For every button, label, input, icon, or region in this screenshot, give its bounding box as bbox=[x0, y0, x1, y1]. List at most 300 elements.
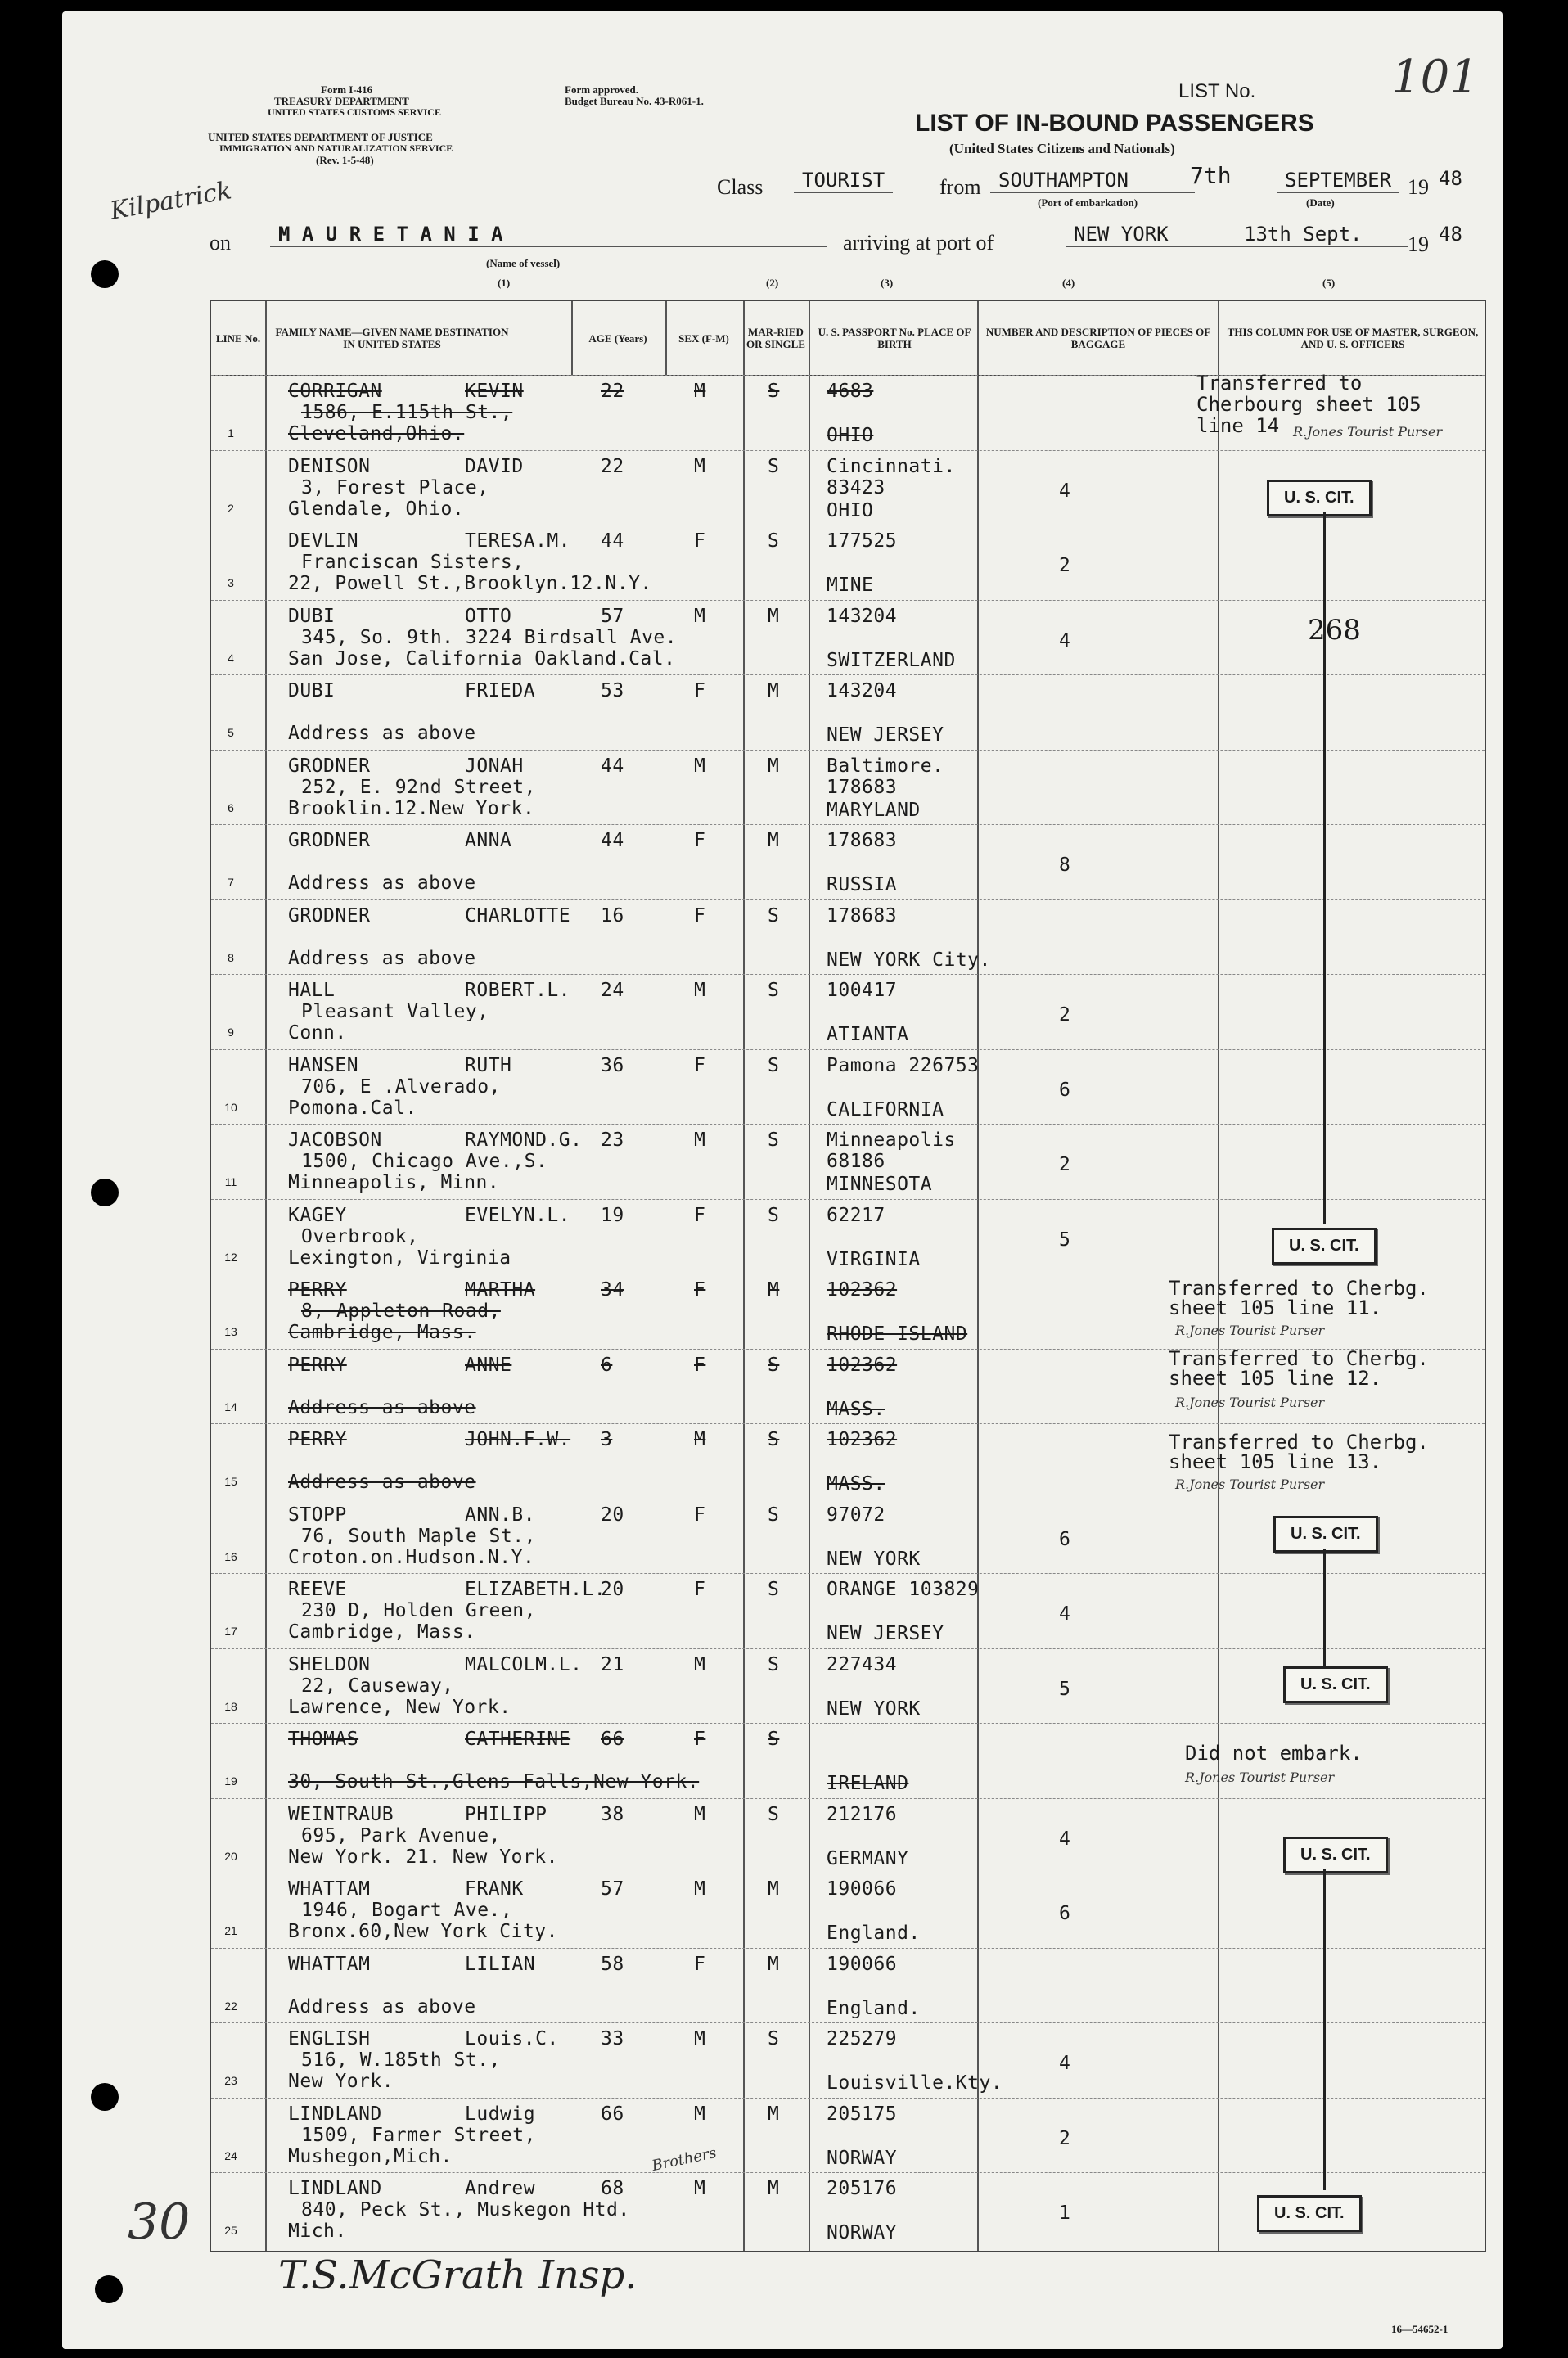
address-line-2: Cleveland,Ohio. bbox=[288, 423, 465, 444]
line-number: 10 bbox=[224, 1100, 237, 1114]
list-title: LIST OF IN-BOUND PASSENGERS bbox=[915, 110, 1314, 137]
address-line-2: Address as above bbox=[288, 872, 476, 894]
marital-status: M bbox=[768, 2103, 780, 2125]
age: 38 bbox=[601, 1803, 624, 1825]
table-row bbox=[211, 1573, 1485, 1649]
given-name: TERESA.M. bbox=[465, 530, 571, 552]
sex: F bbox=[694, 1729, 706, 1750]
col-number-4: (4) bbox=[1062, 277, 1075, 289]
passport-number: 190066 bbox=[827, 1878, 898, 1900]
given-name: ROBERT.L. bbox=[465, 980, 571, 1001]
address-line-2: Brooklin.12.New York. bbox=[288, 797, 535, 819]
place-of-birth: OHIO bbox=[827, 425, 874, 446]
baggage-count: 2 bbox=[1059, 1004, 1071, 1026]
age: 3 bbox=[601, 1429, 613, 1450]
passport-number: 178683 bbox=[827, 904, 898, 927]
sex: F bbox=[694, 830, 706, 851]
header-age: AGE (Years) bbox=[588, 331, 647, 345]
officer-number-268: 268 bbox=[1308, 614, 1361, 647]
us-cit-stamp: U. S. CIT. bbox=[1267, 480, 1372, 516]
marital-status: S bbox=[768, 1579, 780, 1600]
age: 36 bbox=[601, 1054, 624, 1076]
passenger-table bbox=[210, 300, 1486, 2252]
purser-signature: R.Jones Tourist Purser bbox=[1175, 1395, 1325, 1410]
given-name: RAYMOND.G. bbox=[465, 1129, 583, 1151]
address-line-2: New York. 21. New York. bbox=[288, 1846, 558, 1868]
marital-status: S bbox=[768, 455, 780, 477]
family-name: GRODNER bbox=[288, 755, 371, 777]
address-line-2: Address as above bbox=[288, 947, 476, 969]
place-of-birth: NEW JERSEY bbox=[827, 724, 944, 746]
revision: (Rev. 1-5-48) bbox=[316, 154, 374, 166]
family-name: DEVLIN bbox=[288, 530, 359, 552]
address-line-2: Bronx.60,New York City. bbox=[288, 1921, 558, 1942]
address-line-2: Mich. bbox=[288, 2220, 347, 2242]
margin-note: Kilpatrick bbox=[108, 176, 234, 226]
given-name: CATHERINE bbox=[465, 1729, 571, 1750]
table-row bbox=[211, 750, 1485, 826]
place-of-birth: ATIANTA bbox=[827, 1024, 909, 1045]
family-name: REEVE bbox=[288, 1579, 347, 1600]
punch-hole bbox=[91, 1179, 119, 1206]
line-number: 20 bbox=[224, 1849, 237, 1863]
given-name: KEVIN bbox=[465, 381, 524, 402]
address-line-2: Address as above bbox=[288, 1396, 476, 1418]
baggage-count: 4 bbox=[1059, 2053, 1071, 2074]
marital-status: S bbox=[768, 1204, 780, 1226]
header-sex: SEX (F-M) bbox=[678, 331, 729, 345]
table-row bbox=[211, 600, 1485, 676]
line-number: 23 bbox=[224, 2074, 237, 2087]
margin-number: 30 bbox=[128, 2193, 191, 2251]
given-name: RUTH bbox=[465, 1054, 512, 1076]
us-cit-stamp: U. S. CIT. bbox=[1283, 1837, 1388, 1873]
age: 44 bbox=[601, 755, 624, 777]
marital-status: M bbox=[768, 680, 780, 701]
col-number-1: (1) bbox=[498, 277, 511, 289]
given-name: JONAH bbox=[465, 755, 524, 777]
baggage-count: 1 bbox=[1059, 2202, 1071, 2224]
vessel-name: M A U R E T A N I A bbox=[270, 223, 827, 247]
place-of-birth: MINNESOTA bbox=[827, 1174, 933, 1195]
treasury-dept: TREASURY DEPARTMENT bbox=[274, 95, 409, 107]
sex: M bbox=[694, 980, 706, 1001]
address-line-1: 516, W.185th St., bbox=[301, 2049, 501, 2071]
passport-number: Baltimore. 178683 bbox=[827, 755, 944, 798]
given-name: PHILIPP bbox=[465, 1803, 547, 1825]
age: 6 bbox=[601, 1354, 613, 1376]
address-line-1: 22, Causeway, bbox=[301, 1675, 454, 1697]
officer-note-5-line-1: Did not embark. bbox=[1185, 1742, 1363, 1765]
marital-status: S bbox=[768, 1429, 780, 1450]
sex: F bbox=[694, 1279, 706, 1301]
class-label: Class bbox=[717, 175, 764, 199]
place-of-birth: NEW YORK City. bbox=[827, 949, 991, 971]
table-row bbox=[211, 1873, 1485, 1949]
sex: F bbox=[694, 1579, 706, 1600]
baggage-count: 4 bbox=[1059, 480, 1071, 502]
address-line-1: 345, So. 9th. 3224 Birdsall Ave. bbox=[301, 626, 678, 648]
baggage-count: 6 bbox=[1059, 1528, 1071, 1550]
baggage-count: 4 bbox=[1059, 1828, 1071, 1850]
sex: M bbox=[694, 381, 706, 402]
stamp-bracket-line bbox=[1323, 1869, 1326, 2190]
page-number: 101 bbox=[1391, 51, 1479, 104]
class-value: TOURIST bbox=[794, 169, 893, 193]
address-line-2: Conn. bbox=[288, 1022, 347, 1044]
address-line-1: 76, South Maple St., bbox=[301, 1525, 536, 1547]
age: 19 bbox=[601, 1204, 624, 1226]
line-number: 15 bbox=[224, 1475, 237, 1488]
passport-number: Cincinnati. 83423 bbox=[827, 455, 956, 498]
given-name: ANNA bbox=[465, 830, 512, 851]
family-name: PERRY bbox=[288, 1279, 347, 1301]
family-name: HALL bbox=[288, 980, 336, 1001]
table-row bbox=[211, 974, 1485, 1050]
place-of-birth: MARYLAND bbox=[827, 799, 921, 821]
passport-number: 143204 bbox=[827, 605, 898, 627]
sex: M bbox=[694, 2028, 706, 2049]
baggage-count: 4 bbox=[1059, 1603, 1071, 1625]
header-name: FAMILY NAME—GIVEN NAME DESTINATION IN UNITED STATES bbox=[275, 326, 509, 350]
family-name: ENGLISH bbox=[288, 2028, 371, 2049]
age: 58 bbox=[601, 1953, 624, 1975]
place-of-birth: VIRGINIA bbox=[827, 1248, 921, 1270]
age: 22 bbox=[601, 455, 624, 477]
passport-number: 177525 bbox=[827, 530, 898, 552]
vessel-caption: (Name of vessel) bbox=[486, 257, 561, 269]
family-name: LINDLAND bbox=[288, 2103, 382, 2125]
line-number: 4 bbox=[228, 651, 234, 665]
age: 16 bbox=[601, 904, 624, 927]
purser-signature: R.Jones Tourist Purser bbox=[1185, 1770, 1335, 1785]
officer-note-1-line-2: Cherbourg sheet 105 bbox=[1196, 393, 1422, 416]
address-line-1: 695, Park Avenue, bbox=[301, 1824, 501, 1846]
address-line-1: 3, Forest Place, bbox=[301, 476, 489, 498]
officer-note-2-line-2: sheet 105 line 11. bbox=[1169, 1296, 1382, 1319]
passport-number: 102362 bbox=[827, 1429, 898, 1450]
family-name: SHELDON bbox=[288, 1653, 371, 1675]
place-of-birth: NEW YORK bbox=[827, 1548, 921, 1570]
stamp-bracket-line bbox=[1323, 1549, 1326, 1668]
punch-hole bbox=[91, 260, 119, 288]
purser-signature: R.Jones Tourist Purser bbox=[1175, 1323, 1325, 1338]
embark-month: SEPTEMBER bbox=[1277, 169, 1399, 193]
line-number: 1 bbox=[228, 426, 234, 440]
table-row bbox=[211, 674, 1485, 751]
address-line-1: 1500, Chicago Ave.,S. bbox=[301, 1151, 548, 1172]
age: 20 bbox=[601, 1504, 624, 1526]
baggage-count: 6 bbox=[1059, 1903, 1071, 1924]
table-row bbox=[211, 2022, 1485, 2099]
baggage-count: 5 bbox=[1059, 1229, 1071, 1251]
arrival-port: NEW YORK bbox=[1066, 223, 1246, 247]
sex: M bbox=[694, 1878, 706, 1900]
age: 23 bbox=[601, 1129, 624, 1151]
marital-status: S bbox=[768, 904, 780, 927]
line-number: 13 bbox=[224, 1325, 237, 1338]
embark-port: SOUTHAMPTON bbox=[990, 169, 1195, 193]
table-row bbox=[211, 824, 1485, 900]
place-of-birth: GERMANY bbox=[827, 1847, 909, 1869]
marital-status: M bbox=[768, 605, 780, 627]
line-number: 11 bbox=[224, 1175, 237, 1188]
baggage-count: 2 bbox=[1059, 555, 1071, 576]
passport-number: 97072 bbox=[827, 1504, 885, 1526]
line-number: 21 bbox=[224, 1924, 237, 1937]
table-row bbox=[211, 1948, 1485, 2024]
line-number: 5 bbox=[228, 726, 234, 739]
sex: M bbox=[694, 1129, 706, 1151]
purser-signature: R.Jones Tourist Purser bbox=[1175, 1477, 1325, 1492]
family-name: CORRIGAN bbox=[288, 381, 382, 402]
address-line-1: 1946, Bogart Ave., bbox=[301, 1900, 513, 1921]
sex: F bbox=[694, 530, 706, 552]
marital-status: M bbox=[768, 830, 780, 851]
officer-note-1-line-1: Transferred to bbox=[1196, 372, 1363, 395]
age: 68 bbox=[601, 2178, 624, 2199]
header-baggage: NUMBER AND DESCRIPTION OF PIECES OF BAGGAGE bbox=[985, 326, 1211, 350]
line-number: 12 bbox=[224, 1250, 237, 1264]
place-of-birth: NORWAY bbox=[827, 2222, 898, 2243]
col-number-5: (5) bbox=[1322, 277, 1336, 289]
sex: F bbox=[694, 1354, 706, 1376]
arrival-date: 13th Sept. bbox=[1236, 223, 1408, 247]
form-approved: Form approved. bbox=[565, 83, 639, 96]
family-name: JACOBSON bbox=[288, 1129, 382, 1151]
passport-number: 225279 bbox=[827, 2028, 898, 2049]
marital-status: S bbox=[768, 1803, 780, 1825]
sex: F bbox=[694, 1953, 706, 1975]
sex: F bbox=[694, 680, 706, 701]
marital-status: M bbox=[768, 1878, 780, 1900]
address-line-2: Address as above bbox=[288, 1472, 476, 1493]
family-name: PERRY bbox=[288, 1429, 347, 1450]
age: 21 bbox=[601, 1653, 624, 1675]
address-line-1: 230 D, Holden Green, bbox=[301, 1600, 536, 1621]
age: 44 bbox=[601, 530, 624, 552]
list-no-label: LIST No. bbox=[1178, 80, 1256, 102]
officer-note-4-line-2: sheet 105 line 13. bbox=[1169, 1450, 1382, 1473]
from-label: from bbox=[939, 175, 981, 199]
address-line-1: Pleasant Valley, bbox=[301, 1001, 489, 1022]
sex: M bbox=[694, 755, 706, 777]
address-line-1: 252, E. 92nd Street, bbox=[301, 776, 536, 798]
us-cit-stamp: U. S. CIT. bbox=[1283, 1666, 1388, 1703]
given-name: OTTO bbox=[465, 605, 512, 627]
given-name: LILIAN bbox=[465, 1953, 536, 1975]
place-of-birth: SWITZERLAND bbox=[827, 649, 956, 671]
family-name: KAGEY bbox=[288, 1204, 347, 1226]
place-of-birth: MASS. bbox=[827, 1473, 885, 1495]
form-code: 16—54652-1 bbox=[1391, 2323, 1449, 2335]
family-name: STOPP bbox=[288, 1504, 347, 1526]
marital-status: S bbox=[768, 1129, 780, 1151]
embark-year: 48 bbox=[1439, 167, 1462, 190]
header-married: MAR-RIED OR SINGLE bbox=[746, 326, 805, 350]
given-name: MALCOLM.L. bbox=[465, 1653, 583, 1675]
address-line-1: Franciscan Sisters, bbox=[301, 552, 525, 573]
form-number: Form I-416 bbox=[321, 83, 373, 96]
line-number: 8 bbox=[228, 950, 234, 964]
family-name: DENISON bbox=[288, 455, 371, 477]
address-line-2: Lexington, Virginia bbox=[288, 1247, 511, 1269]
marital-status: S bbox=[768, 530, 780, 552]
arrival-year-prefix: 19 bbox=[1408, 232, 1429, 256]
us-cit-stamp: U. S. CIT. bbox=[1272, 1228, 1377, 1265]
col-number-2: (2) bbox=[766, 277, 779, 289]
passport-number: Minneapolis 68186 bbox=[827, 1129, 956, 1172]
officer-note-1-line-3: line 14 bbox=[1196, 414, 1280, 437]
address-line-1: 840, Peck St., Muskegon Htd. bbox=[301, 2199, 630, 2220]
address-line-2: Mushegon,Mich. bbox=[288, 2145, 453, 2167]
passport-number: 62217 bbox=[827, 1204, 885, 1226]
passport-number: ORANGE 103829 bbox=[827, 1579, 980, 1600]
officer-note-4-line-1: Transferred to Cherbg. bbox=[1169, 1431, 1429, 1454]
budget-bureau: Budget Bureau No. 43-R061-1. bbox=[565, 95, 704, 107]
passport-number: 178683 bbox=[827, 830, 898, 851]
place-of-birth: MINE bbox=[827, 575, 874, 596]
header-officers: THIS COLUMN FOR USE OF MASTER, SURGEON, AND U. S. OFFICERS bbox=[1227, 326, 1479, 350]
line-number: 6 bbox=[228, 800, 234, 814]
marital-status: S bbox=[768, 1729, 780, 1750]
brothers-note: Brothers bbox=[650, 2144, 719, 2175]
passport-number: 100417 bbox=[827, 980, 898, 1001]
marital-status: S bbox=[768, 381, 780, 402]
ins-service: IMMIGRATION AND NATURALIZATION SERVICE bbox=[219, 142, 453, 154]
place-of-birth: IRELAND bbox=[827, 1773, 909, 1794]
line-number: 3 bbox=[228, 576, 234, 589]
embark-day: 7th bbox=[1190, 162, 1232, 189]
line-number: 25 bbox=[224, 2224, 237, 2237]
passport-number: 4683 bbox=[827, 381, 874, 402]
given-name: Louis.C. bbox=[465, 2028, 559, 2049]
line-number: 18 bbox=[224, 1699, 237, 1713]
place-of-birth: England. bbox=[827, 1997, 921, 2019]
family-name: DUBI bbox=[288, 680, 336, 701]
address-line-2: 22, Powell St.,Brooklyn.12.N.Y. bbox=[288, 573, 652, 594]
family-name: THOMAS bbox=[288, 1729, 359, 1750]
family-name: PERRY bbox=[288, 1354, 347, 1376]
line-number: 14 bbox=[224, 1400, 237, 1413]
sex: F bbox=[694, 904, 706, 927]
purser-signature: R.Jones Tourist Purser bbox=[1293, 424, 1443, 440]
passport-number: 212176 bbox=[827, 1803, 898, 1825]
header-line-no: LINE No. bbox=[215, 331, 261, 345]
header-passport: U. S. PASSPORT No. PLACE OF BIRTH bbox=[818, 326, 971, 350]
age: 33 bbox=[601, 2028, 624, 2049]
sex: M bbox=[694, 455, 706, 477]
address-line-2: 30, South St.,Glens Falls,New York. bbox=[288, 1771, 700, 1792]
passport-number: Pamona 226753 bbox=[827, 1054, 980, 1076]
table-row bbox=[211, 1049, 1485, 1125]
justice-dept: UNITED STATES DEPARTMENT OF JUSTICE bbox=[208, 131, 433, 143]
passport-number: 190066 bbox=[827, 1953, 898, 1975]
family-name: LINDLAND bbox=[288, 2178, 382, 2199]
age: 66 bbox=[601, 1729, 624, 1750]
line-number: 17 bbox=[224, 1625, 237, 1638]
sex: M bbox=[694, 1803, 706, 1825]
marital-status: M bbox=[768, 1279, 780, 1301]
marital-status: S bbox=[768, 1354, 780, 1376]
address-line-2: Glendale, Ohio. bbox=[288, 498, 465, 520]
table-row bbox=[211, 2098, 1485, 2174]
family-name: WHATTAM bbox=[288, 1953, 371, 1975]
place-of-birth: England. bbox=[827, 1923, 921, 1944]
place-of-birth: MASS. bbox=[827, 1398, 885, 1420]
family-name: GRODNER bbox=[288, 904, 371, 927]
line-number: 9 bbox=[228, 1026, 234, 1039]
address-line-2: Croton.on.Hudson.N.Y. bbox=[288, 1546, 535, 1568]
marital-status: M bbox=[768, 1953, 780, 1975]
given-name: ANN.B. bbox=[465, 1504, 536, 1526]
age: 24 bbox=[601, 980, 624, 1001]
sex: F bbox=[694, 1504, 706, 1526]
line-number: 2 bbox=[228, 501, 234, 515]
address-line-2: Minneapolis, Minn. bbox=[288, 1172, 500, 1193]
given-name: CHARLOTTE bbox=[465, 904, 571, 927]
address-line-2: Lawrence, New York. bbox=[288, 1696, 511, 1718]
line-number: 7 bbox=[228, 876, 234, 889]
given-name: JOHN.F.W. bbox=[465, 1429, 571, 1450]
sex: M bbox=[694, 1653, 706, 1675]
sex: M bbox=[694, 2178, 706, 2199]
marital-status: M bbox=[768, 2178, 780, 2199]
marital-status: S bbox=[768, 1653, 780, 1675]
officer-note-3-line-2: sheet 105 line 12. bbox=[1169, 1367, 1382, 1390]
us-cit-stamp: U. S. CIT. bbox=[1273, 1516, 1378, 1553]
marital-status: S bbox=[768, 1504, 780, 1526]
place-of-birth: NORWAY bbox=[827, 2147, 898, 2169]
baggage-count: 5 bbox=[1059, 1678, 1071, 1700]
address-line-2: Pomona.Cal. bbox=[288, 1097, 417, 1119]
given-name: ELIZABETH.L. bbox=[465, 1579, 606, 1600]
marital-status: M bbox=[768, 755, 780, 777]
family-name: HANSEN bbox=[288, 1054, 359, 1076]
punch-hole bbox=[95, 2275, 123, 2303]
given-name: MARTHA bbox=[465, 1279, 536, 1301]
passport-number: 102362 bbox=[827, 1279, 898, 1301]
place-of-birth: NEW YORK bbox=[827, 1697, 921, 1720]
given-name: Andrew bbox=[465, 2178, 536, 2199]
sex: M bbox=[694, 605, 706, 627]
given-name: ANNE bbox=[465, 1354, 512, 1376]
baggage-count: 2 bbox=[1059, 2127, 1071, 2149]
age: 57 bbox=[601, 1878, 624, 1900]
sex: M bbox=[694, 2103, 706, 2125]
marital-status: S bbox=[768, 1054, 780, 1076]
date-caption: (Date) bbox=[1306, 196, 1335, 209]
us-cit-stamp: U. S. CIT. bbox=[1257, 2195, 1362, 2232]
marital-status: S bbox=[768, 2028, 780, 2049]
address-line-2: Cambridge, Mass. bbox=[288, 1621, 476, 1643]
given-name: DAVID bbox=[465, 455, 524, 477]
family-name: GRODNER bbox=[288, 830, 371, 851]
age: 53 bbox=[601, 680, 624, 701]
address-line-2: Cambridge, Mass. bbox=[288, 1322, 476, 1343]
address-line-1: 706, E .Alverado, bbox=[301, 1075, 501, 1098]
line-number: 16 bbox=[224, 1549, 237, 1563]
given-name: FRIEDA bbox=[465, 680, 536, 701]
port-caption: (Port of embarkation) bbox=[1038, 196, 1138, 209]
age: 44 bbox=[601, 830, 624, 851]
age: 57 bbox=[601, 605, 624, 627]
family-name: WEINTRAUB bbox=[288, 1803, 394, 1825]
arrival-year: 48 bbox=[1439, 223, 1462, 246]
arriving-label: arriving at port of bbox=[843, 231, 994, 255]
given-name: FRANK bbox=[465, 1878, 524, 1900]
place-of-birth: CALIFORNIA bbox=[827, 1098, 944, 1120]
